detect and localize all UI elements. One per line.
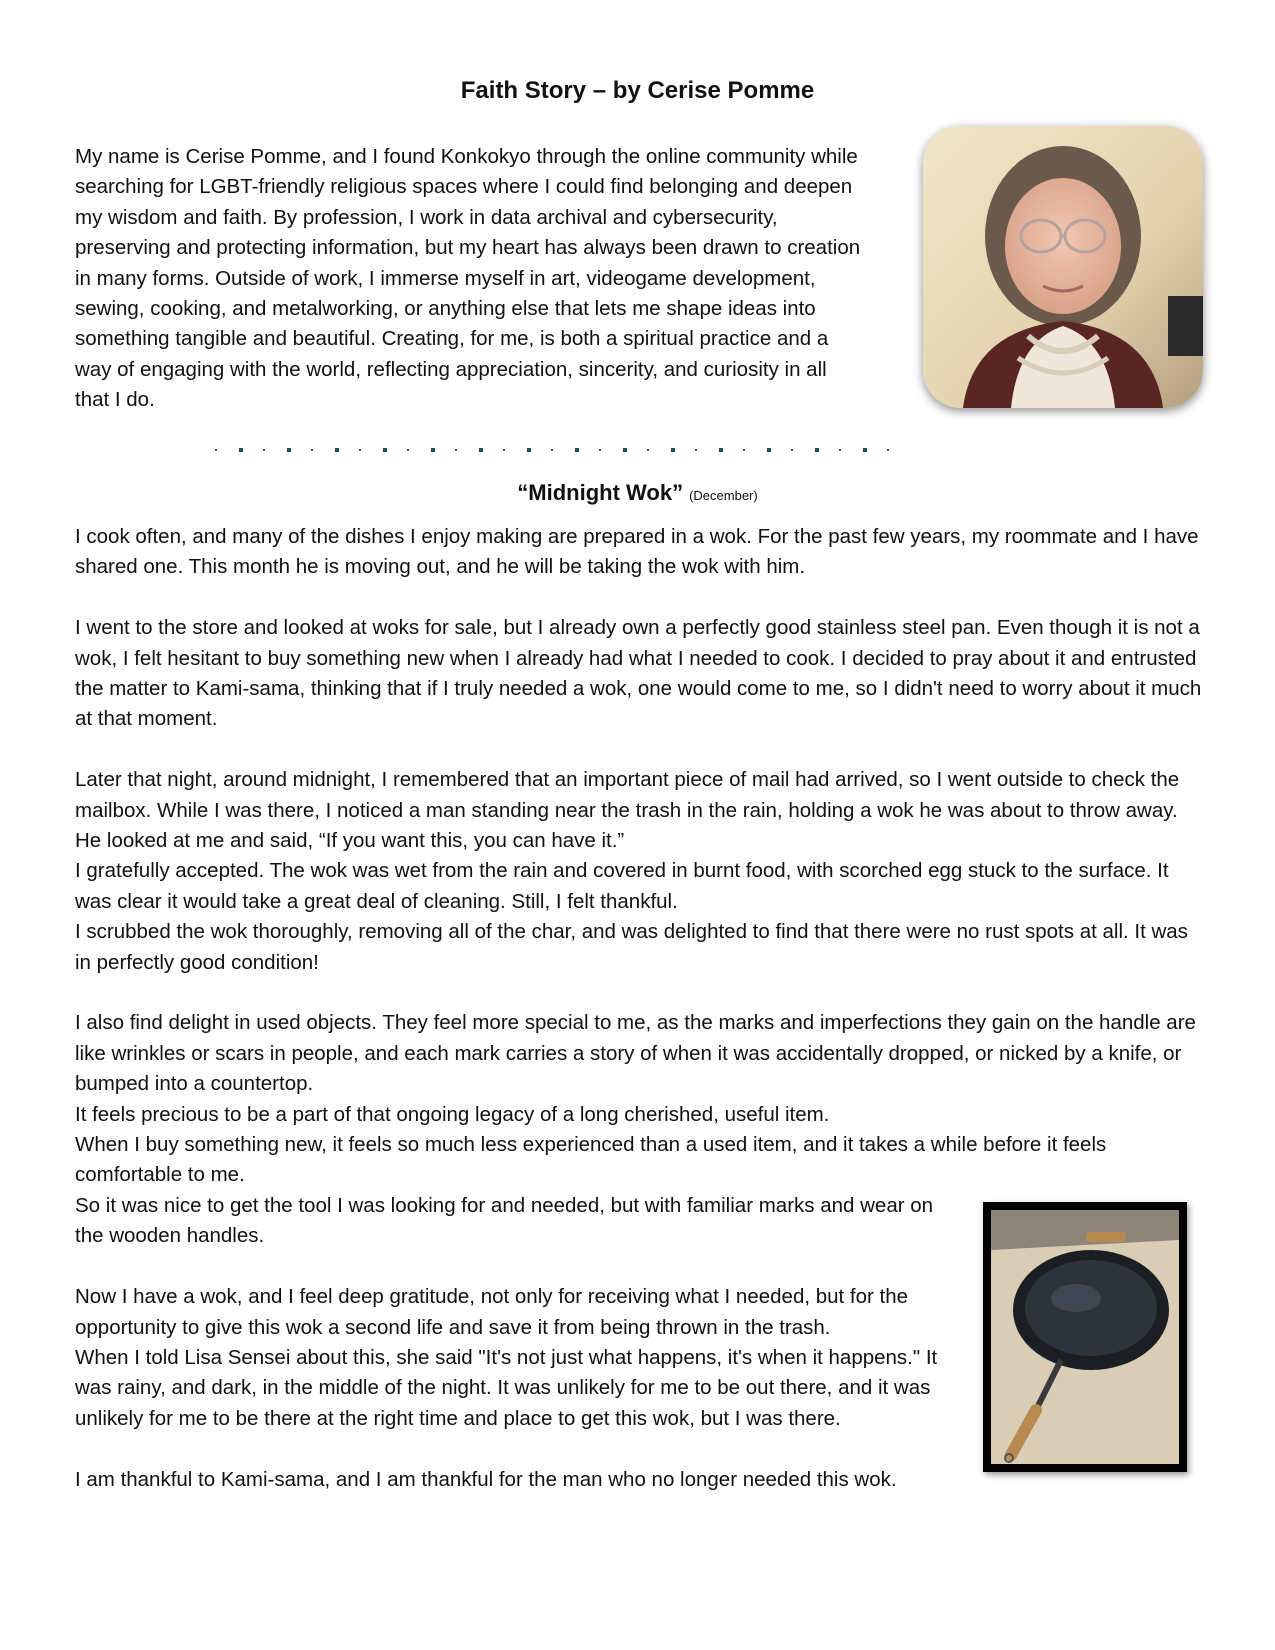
paragraph: I also find delight in used objects. They feel more special to me, as the marks and imperfections they gain on the handle are like wrinkles or scars in people, and each mark carries a story of when it was accidentally dropped, or nicked by a knife, or bumped into a countertop. [75,1011,1196,1096]
paragraph: When I told Lisa Sensei about this, she said "It's not just what happens, it's when it happens." It was rainy, and dark, in the middle of the night. It was unlikely for me to be out there, and it was unlikely for me to be there at the right time and place to get this wok, but I was there. [75,1345,938,1430]
intro-paragraph: My name is Cerise Pomme, and I found Konkokyo through the online community while searching for LGBT-friendly religious spaces where I could find belonging and deepen my wisdom and faith. By profession, I work in data archival and cybersecurity, preserving and protecting information, but my heart has always been drawn to creation in many forms. Outside of work, I immerse myself in art, videogame development, sewing, cooking, and metalworking, or anything else that lets me shape ideas into something tangible and beautiful. Creating, for me, is both a spiritual practice and a way of engaging with the world, reflecting appreciation, sincerity, and curiosity in all that I do. [75,145,861,412]
story-title: “Midnight Wok” [517,480,684,505]
story-subtitle [0,478,1275,511]
paragraph-gap [75,583,1205,613]
paragraph: I am thankful to Kami-sama, and I am thankful for the man who no longer needed this wok. [75,1467,897,1491]
section-divider [215,447,895,453]
paragraph: I cook often, and many of the dishes I enjoy making are prepared in a wok. For the past few years, my roommate and I have shared one. This month he is moving out, and he will be taking the wok with him. [75,525,1199,579]
story-month: (December) [689,488,758,503]
paragraph: Later that night, around midnight, I remembered that an important piece of mail had arrived, so I went outside to check the mailbox. While I was there, I noticed a man standing near the trash in the rain, holding a wok he was about to throw away. He looked at me and said, “If you want this, you can have it.” [75,768,1180,853]
portrait-image [923,126,1203,408]
paragraph: When I buy something new, it feels so much less experienced than a used item, and it takes a while before it feels comfortable to me. [75,1133,1107,1187]
paragraph: I scrubbed the wok thoroughly, removing all of the char, and was delighted to find that there were no rust spots at all. It was in perfectly good condition! [75,920,1188,974]
paragraph-gap [75,735,1205,765]
wok-photo [983,1202,1187,1472]
paragraph: So it was nice to get the tool I was looking for and needed, but with familiar marks and wear on the wooden handles. [75,1193,934,1248]
author-portrait-photo [923,126,1203,408]
paragraph: Now I have a wok, and I feel deep gratitude, not only for receiving what I needed, but for the opportunity to give this wok a second life and save it from being thrown in the trash. [75,1285,909,1339]
paragraph: It feels precious to be a part of that ongoing legacy of a long cherished, useful item. [75,1102,830,1126]
wok-image [991,1210,1179,1464]
paragraph: I gratefully accepted. The wok was wet from the rain and covered in burnt food, with scorched egg stuck to the surface. It was clear it would take a great deal of cleaning. Still, I felt thankful. [75,859,1169,913]
paragraph-gap [75,978,1205,1008]
paragraph: I went to the store and looked at woks for sale, but I already own a perfectly good stainless steel pan. Even though it is not a wok, I felt hesitant to buy something new when I already had what I needed to cook. I decided to pray about it and entrusted the matter to Kami-sama, thinking that if I truly needed a wok, one would come to me, so I didn't need to worry about it much at that moment. [75,616,1202,731]
page-title: Faith Story – by Cerise Pomme [460,77,815,104]
